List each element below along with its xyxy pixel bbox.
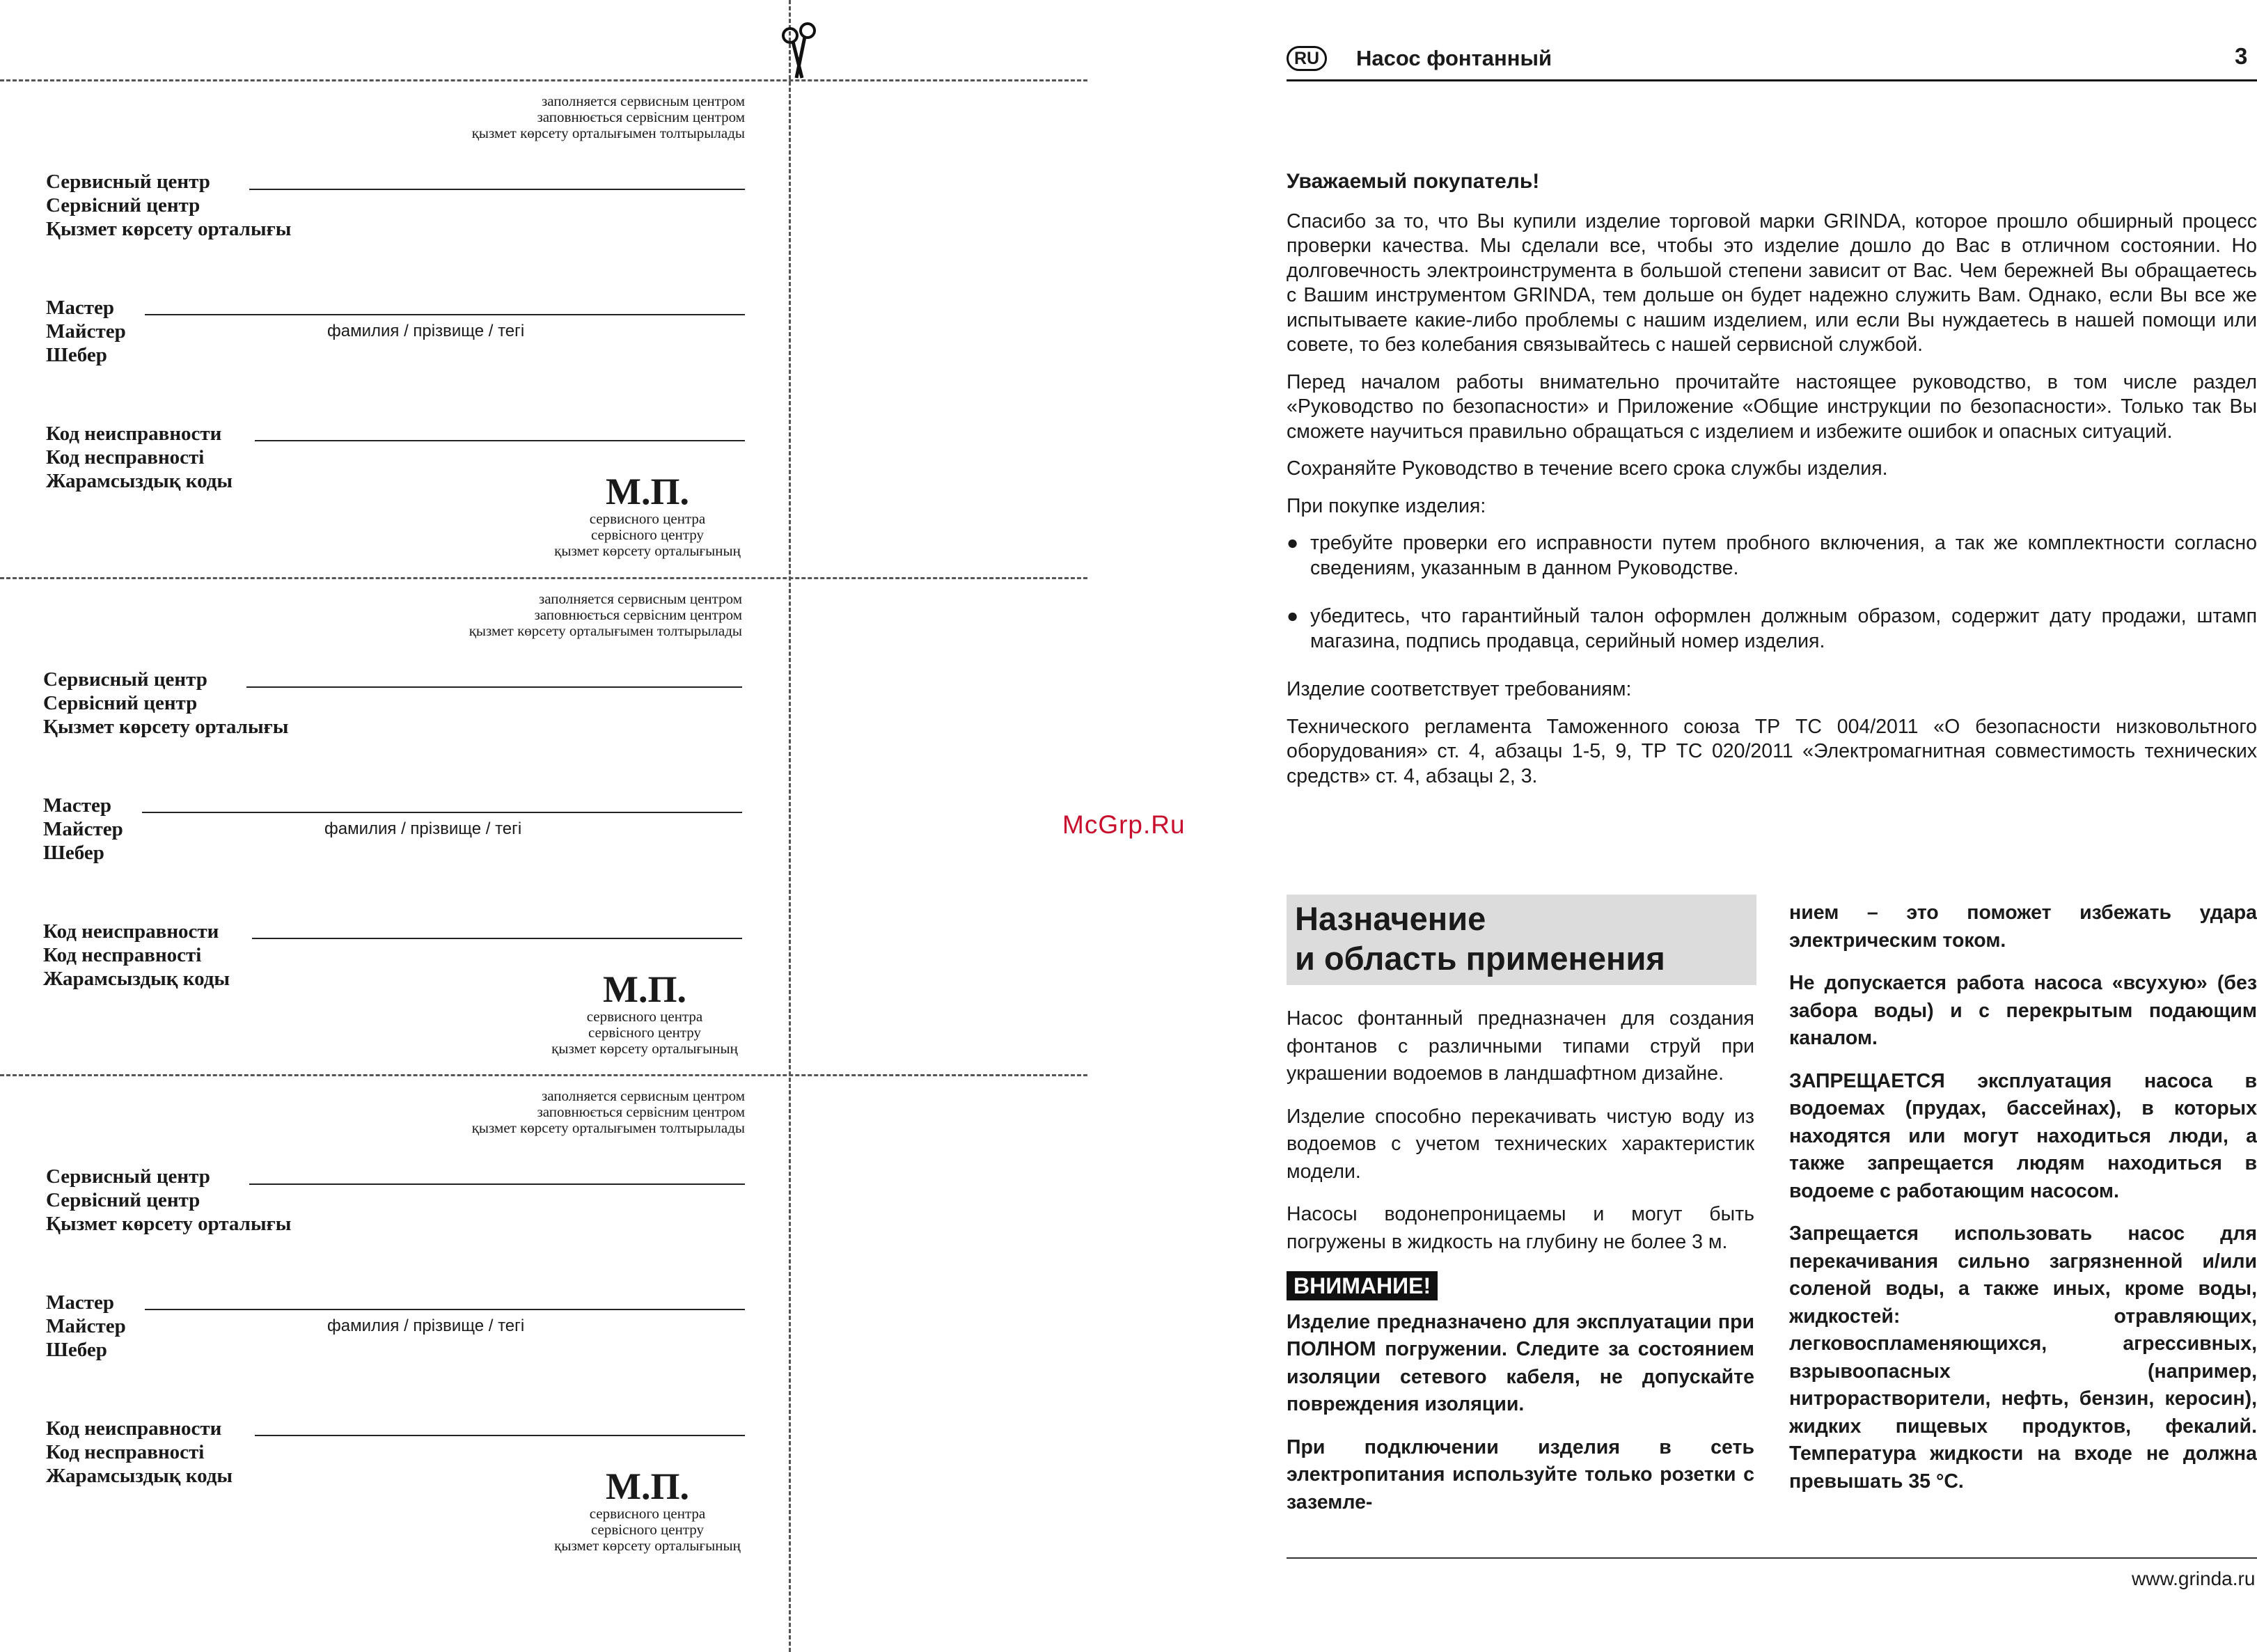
fault-code-label: Код неисправности Код несправності Жарамсыздық коды xyxy=(46,423,233,492)
paragraph: Изделие предназначено для эксплуатации при ПОЛНОМ погружении. Следите за состоянием изоляции сетевого кабеля, не допускайте повреждения изоляции. xyxy=(1287,1310,1754,1415)
fault-code-field[interactable] xyxy=(252,938,742,939)
fault-code-field[interactable] xyxy=(255,440,745,441)
bullet-icon: ● xyxy=(1287,532,1299,554)
master-label: Мастер Майстер Шебер xyxy=(46,1291,126,1361)
bullet-item: ● требуйте проверки его исправности путем пробного включения, а так же комплектности согласно сведениям, указанным в данном Руководстве. xyxy=(1287,532,2257,579)
coupon-header: заполняется сервисным центром заповнюється сервісним центром қызмет көрсету орталығымен толтырылады xyxy=(471,93,745,141)
paragraph: Насос фонтанный предназначен для создания фонтанов с различными типами струй при украшении водоемов в ландшафтном дизайне. xyxy=(1287,1007,1754,1085)
paragraph: При подключении изделия в сеть электропитания используйте только розетки с заземле- xyxy=(1287,1435,1754,1513)
intro-paragraph: Спасибо за то, что Вы купили изделие торговой марки GRINDA, которое прошло обширный процесс проверки качества. Мы сделали все, чтобы это изделие дошло до Вас в отличном состоянии. Но долговечность электроинструмента в большой степени зависит от Вас. Чем бережней Вы обращаетесь с Вашим инструментом GRINDA, тем дольше он будет надежно служить Вам. Однако, если Вы все же испытываете какие-либо проблемы с нашим изделием, или если Вы нуждаетесь в нашей помощи или совете, то без колебания связывайтесь с нашей сервисной службой. xyxy=(1287,210,2257,356)
right-column xyxy=(1789,899,2257,1511)
master-label: Мастер Майстер Шебер xyxy=(43,794,123,864)
fault-code-field[interactable] xyxy=(255,1435,745,1436)
master-hint: фамилия / прізвище / тегі xyxy=(327,322,525,340)
master-field[interactable] xyxy=(145,314,745,315)
paragraph: Насосы водонепроницаемы и могут быть погружены в жидкость на глубину не более 3 м. xyxy=(1287,1203,1754,1253)
coupon-2 xyxy=(0,591,752,1078)
greeting: Уважаемый покупатель! xyxy=(1287,170,1540,193)
paragraph: Изделие способно перекачивать чистую воду из водоемов с учетом технических характеристик модели. xyxy=(1287,1105,1754,1183)
watermark: McGrp.Ru xyxy=(1062,810,1186,839)
intro-paragraph: Перед началом работы внимательно прочитайте настоящее руководство, в том числе раздел «Руководство по безопасности» и Приложение «Общие инструкции по безопасности». Только так Вы сможете научиться правильно обращаться с изделием и избежите ошибок и опасных ситуаций. xyxy=(1287,370,2257,443)
warning-label: ВНИМАНИЕ! xyxy=(1287,1271,1438,1300)
intro-paragraph: Изделие соответствует требованиям: xyxy=(1287,678,1632,700)
intro-paragraph: Технического регламента Таможенного союза ТР ТС 004/2011 «О безопасности низковольтного оборудования» ст. 4, абзацы 1-5, 9, ТР ТС 020/2011 «Электромагнитная совместимость технических средств» ст. 4, абзацы 2, 3. xyxy=(1287,715,2257,787)
vertical-cut-line xyxy=(789,0,791,1652)
stamp-area: М.П. сервисного центра сервісного центру қызмет көрсету орталығының xyxy=(554,471,741,559)
coupon-header: заполняется сервисным центром заповнюється сервісним центром қызмет көрсету орталығымен толтырылады xyxy=(469,590,742,639)
language-badge: RU xyxy=(1287,46,1327,71)
master-hint: фамилия / прізвище / тегі xyxy=(324,819,522,838)
fault-code-label: Код неисправности Код несправності Жарамсыздық коды xyxy=(43,920,230,990)
bullet-icon: ● xyxy=(1287,605,1299,627)
coupon-1 xyxy=(0,93,752,581)
service-center-field[interactable] xyxy=(249,189,745,190)
master-field[interactable] xyxy=(142,812,742,813)
paragraph: Запрещается использовать насос для перекачивания сильно загрязненной и/или соленой воды, а также иных, кроме воды, жидкостей: отравляющих, легковоспламеняющихся, агрессивных, взрывоопасных (например, нитрорастворители, нефть, бензин, керосин), жидких пищевых продуктов, фекалий. Температура жидкости на входе не должна превышать 35 °С. xyxy=(1789,1222,2257,1493)
paragraph: ЗАПРЕЩАЕТСЯ эксплуатация насоса в водоемах (прудах, бассейнах), в которых находятся или могут находиться люди, а также запрещается людям находиться в водоеме с работающим насосом. xyxy=(1789,1069,2257,1202)
master-label: Мастер Майстер Шебер xyxy=(46,297,126,366)
paragraph: нием – это поможет избежать удара электрическим током. xyxy=(1789,902,2257,952)
header-rule xyxy=(1287,79,2257,81)
service-center-label: Сервисный центр Сервісний центр Қызмет көрсету орталығы xyxy=(46,171,292,240)
master-hint: фамилия / прізвище / тегі xyxy=(327,1316,525,1335)
intro-paragraph: Сохраняйте Руководство в течение всего срока службы изделия. xyxy=(1287,457,1888,480)
paragraph: Не допускается работа насоса «всухую» (без забора воды) и с перекрытым подающим каналом. xyxy=(1789,972,2257,1049)
section-title-line: и область применения xyxy=(1295,940,1665,977)
service-center-label: Сервисный центр Сервісний центр Қызмет көрсету орталығы xyxy=(43,668,289,738)
fault-code-label: Код неисправности Код несправності Жарамсыздық коды xyxy=(46,1417,233,1487)
intro-paragraph: При покупке изделия: xyxy=(1287,494,1486,517)
stamp-area: М.П. сервисного центра сервісного центру қызмет көрсету орталығының xyxy=(554,1465,741,1554)
master-field[interactable] xyxy=(145,1309,745,1310)
service-center-field[interactable] xyxy=(249,1183,745,1185)
page-number: 3 xyxy=(2235,43,2248,69)
intro-section xyxy=(1287,169,2257,801)
service-center-field[interactable] xyxy=(246,686,742,688)
footer-rule xyxy=(1287,1557,2257,1559)
cut-line-1 xyxy=(0,79,1087,81)
bullet-item: ● убедитесь, что гарантийный талон оформлен должным образом, содержит дату продажи, штамп магазина, подпись продавца, серийный номер изделия. xyxy=(1287,605,2257,652)
footer-url[interactable]: www.grinda.ru xyxy=(2132,1568,2256,1589)
coupon-header: заполняется сервисным центром заповнюється сервісним центром қызмет көрсету орталығымен толтырылады xyxy=(471,1087,745,1136)
section-title-line: Назначение xyxy=(1295,900,1486,937)
stamp-area: М.П. сервисного центра сервісного центру қызмет көрсету орталығының xyxy=(551,968,738,1057)
section-heading xyxy=(1287,895,1756,985)
coupon-3 xyxy=(0,1088,752,1575)
service-center-label: Сервисный центр Сервісний центр Қызмет көрсету орталығы xyxy=(46,1165,292,1235)
left-column xyxy=(1287,1005,1754,1532)
scissors-icon xyxy=(778,18,820,81)
page-title: Насос фонтанный xyxy=(1356,46,1552,70)
